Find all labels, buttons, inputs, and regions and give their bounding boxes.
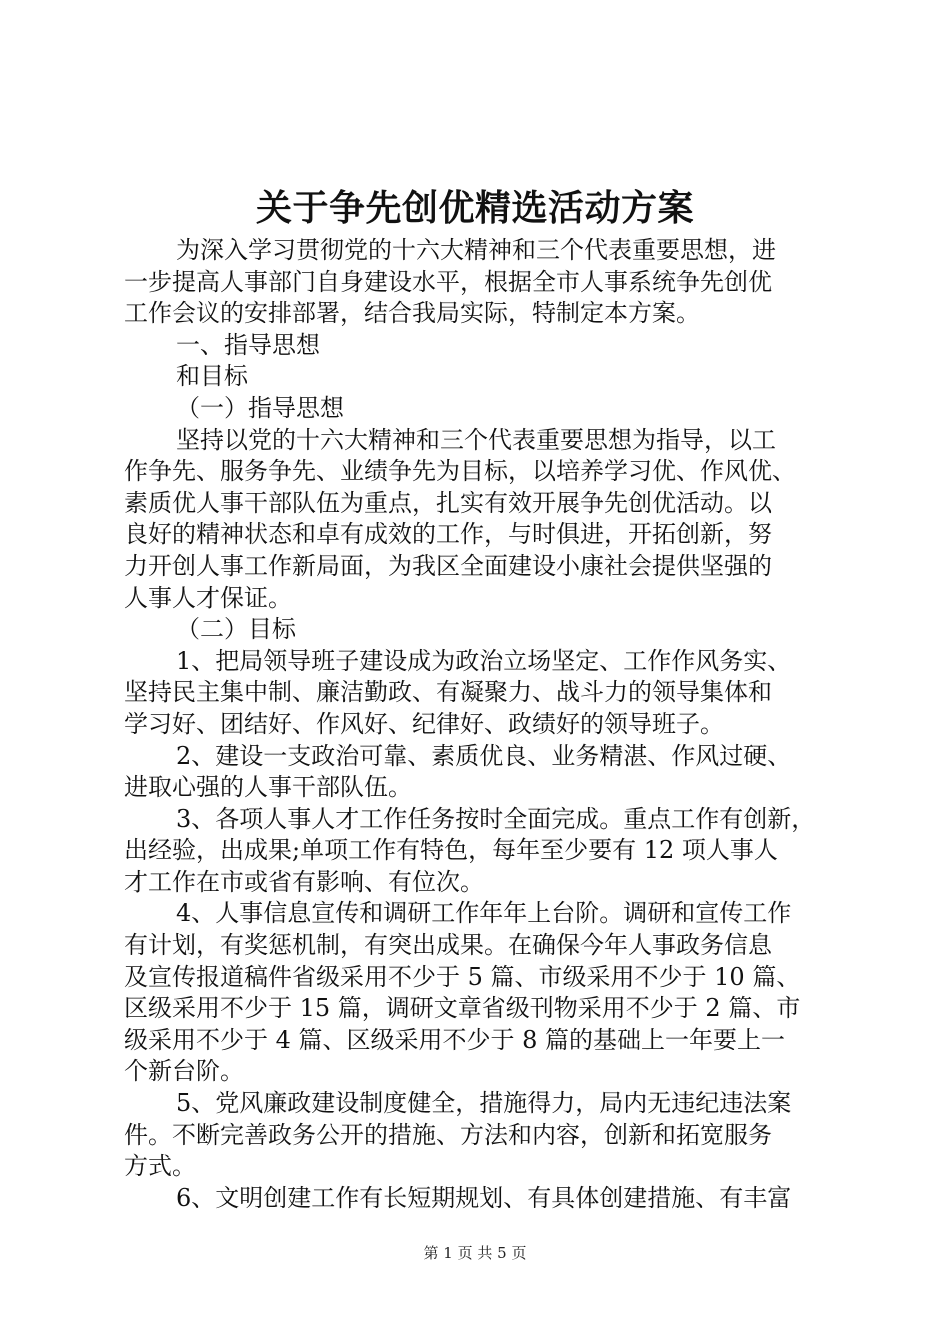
text-line: 作争先、服务争先、业绩争先为目标，以培养学习优、作风优、 [124,457,796,486]
text-line: 有计划，有奖惩机制，有突出成果。在确保今年人事政务信息 [124,931,772,960]
page-footer: 第 1 页 共 5 页 [423,1244,527,1262]
text-line: 才工作在市或省有影响、有位次。 [124,867,484,896]
text-line: 进取心强的人事干部队伍。 [124,773,412,802]
text-line: 2、建设一支政治可靠、素质优良、业务精湛、作风过硬、 [176,741,792,770]
text-line: 4、人事信息宣传和调研工作年年上台阶。调研和宣传工作 [176,899,792,928]
text-line: 6、文明创建工作有长短期规划、有具体创建措施、有丰富 [176,1183,792,1212]
text-line: 5、党风廉政建设制度健全，措施得力，局内无违纪违法案 [176,1089,792,1118]
text-line: 坚持民主集中制、廉洁勤政、有凝聚力、战斗力的领导集体和 [124,678,772,707]
text-line: 出经验，出成果;单项工作有特色，每年至少要有 12 项人事人 [124,836,778,865]
text-line: 为深入学习贯彻党的十六大精神和三个代表重要思想，进 [176,236,776,264]
text-line: 级采用不少于 4 篇、区级采用不少于 8 篇的基础上一年要上一 [124,1025,786,1054]
text-line: 件。不断完善政务公开的措施、方法和内容，创新和拓宽服务 [124,1120,772,1149]
text-line: 一步提高人事部门自身建设水平，根据全市人事系统争先创优 [124,267,772,296]
text-line: 工作会议的安排部署，结合我局实际，特制定本方案。 [124,299,700,328]
document-title: 关于争先创优精选活动方案 [255,187,694,229]
text-line: 人事人才保证。 [124,583,292,612]
text-line: 及宣传报道稿件省级采用不少于 5 篇、市级采用不少于 10 篇、 [124,962,801,991]
document-body [124,235,832,1214]
text-line: 个新台阶。 [124,1057,244,1086]
text-line: 坚持以党的十六大精神和三个代表重要思想为指导，以工 [176,425,776,454]
text-line: （一）指导思想 [176,393,344,422]
text-line: 1、把局领导班子建设成为政治立场坚定、工作作风务实、 [176,646,792,675]
text-line: 方式。 [124,1152,196,1181]
text-line: 良好的精神状态和卓有成效的工作，与时俱进，开拓创新，努 [124,520,772,549]
text-line: 学习好、团结好、作风好、纪律好、政绩好的领导班子。 [124,709,724,738]
text-line: 3、各项人事人才工作任务按时全面完成。重点工作有创新， [176,804,816,833]
text-line: 和目标 [176,362,248,391]
text-line: 素质优人事干部队伍为重点，扎实有效开展争先创优活动。以 [124,488,772,517]
text-line: 一、指导思想 [176,330,320,359]
text-line: 区级采用不少于 15 篇，调研文章省级刊物采用不少于 2 篇、市 [124,994,801,1023]
text-line: 力开创人事工作新局面，为我区全面建设小康社会提供坚强的 [124,551,772,580]
text-line: （二）目标 [176,615,296,644]
